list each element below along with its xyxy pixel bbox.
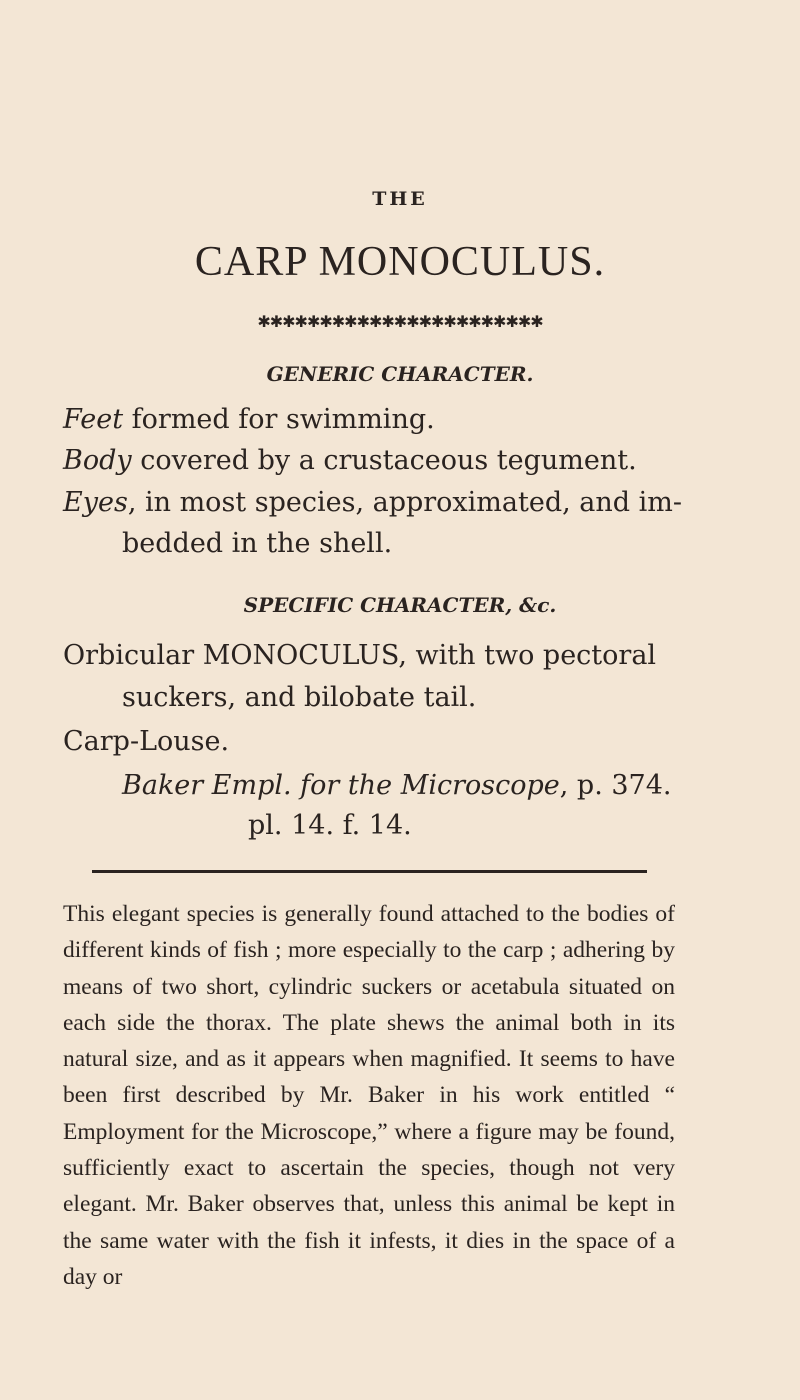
eyes-text: , in most species, approximated, and im-	[127, 487, 682, 518]
specific-line: Orbicular MONOCULUS, with two pectoral	[63, 640, 657, 671]
feet-line	[63, 404, 435, 435]
page-title: CARP MONOCULUS.	[194, 239, 606, 285]
feet-text: formed for swimming.	[123, 404, 435, 435]
common-name: Carp-Louse.	[63, 726, 230, 757]
reference-line-continued: pl. 14. f. 14.	[248, 810, 412, 841]
eyes-line	[63, 487, 682, 518]
paragraph-text: This elegant species is generally found attached to the bodies of different kinds of fish ; more especially to the carp ; adhering by means of two short, cylindric suckers or acetabula situated on each side the thorax. The plate shews the animal both in its natural size, and as it appears when magnified. It seems to have been first described by Mr. Baker in his work entitled “ Employment for the Microscope,” where a figure may be found, sufficiently exact to ascertain the species, though not very elegant. Mr. Baker observes that, unless this animal be kept in the same water with the fish it infests, it dies in the space of a day or	[63, 901, 675, 1290]
reference-line	[122, 770, 672, 801]
horizontal-rule	[92, 870, 647, 873]
specific-character-heading: SPECIFIC CHARACTER, &c.	[243, 593, 557, 617]
specific-line-continued: suckers, and bilobate tail.	[122, 682, 477, 713]
reference-page: , p. 374.	[559, 770, 672, 801]
pre-title: THE	[372, 188, 428, 210]
body-line	[63, 445, 637, 476]
body-paragraph	[63, 896, 675, 1295]
eyes-term: Eyes	[63, 487, 128, 518]
eyes-line-continued: bedded in the shell.	[122, 528, 393, 559]
generic-character-heading: GENERIC CHARACTER.	[266, 362, 534, 386]
reference-work: Baker Empl. for the Microscope	[122, 770, 560, 801]
ornament-divider: ✱✱✱✱✱✱✱✱✱✱✱✱✱✱✱✱✱✱✱✱✱✱✱	[257, 312, 543, 331]
body-term: Body	[63, 445, 132, 476]
feet-term: Feet	[63, 404, 124, 435]
body-text: covered by a crustaceous tegument.	[131, 445, 637, 476]
